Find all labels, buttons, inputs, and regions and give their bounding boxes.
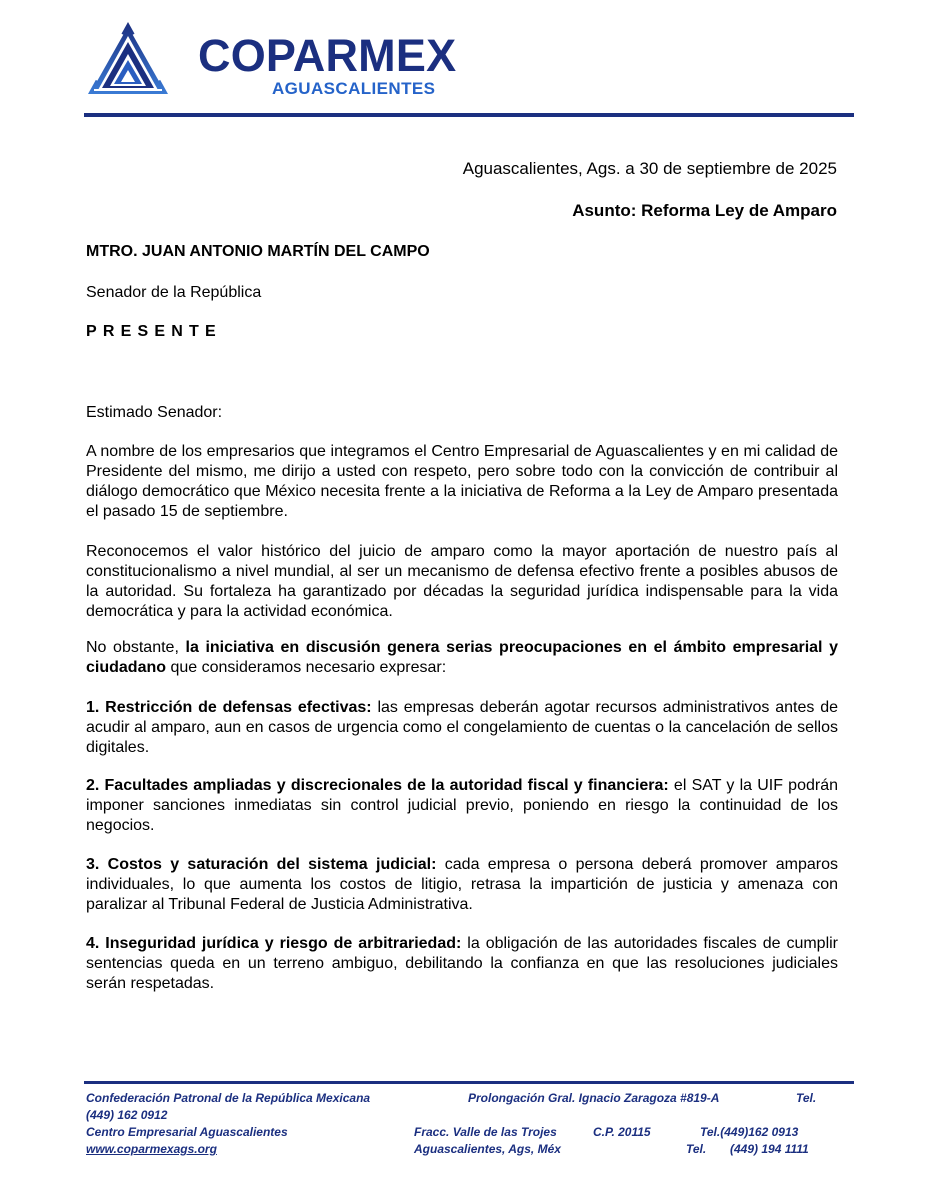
- coparmex-triangle-logo: [86, 20, 170, 96]
- paragraph-3-tail: que consideramos necesario expresar:: [166, 659, 447, 676]
- footer-tel-label: Tel.: [796, 1091, 817, 1105]
- letter-subject: Asunto: Reforma Ley de Amparo: [572, 201, 837, 220]
- concern-item-3: [86, 855, 838, 915]
- footer-phone-1: (449) 162 0912: [86, 1108, 168, 1122]
- concern-text: las empresas deberán agotar recursos administrativos antes de acudir al amparo, aun en casos de urgencia como el congelamiento de cuentas o la cancelación de sellos digitales.: [86, 699, 839, 756]
- concern-title: 4. Inseguridad jurídica y riesgo de arbitrariedad:: [86, 935, 462, 952]
- footer-tel-2: Tel.(449)162 0913: [700, 1125, 799, 1139]
- addressee-role: Senador de la República: [86, 284, 262, 301]
- letter-date: Aguascalientes, Ags. a 30 de septiembre de 2025: [462, 159, 837, 178]
- letter-paragraph-3: [86, 638, 838, 678]
- brand-name: COPARMEX: [198, 30, 457, 81]
- concern-title: 3. Costos y saturación del sistema judicial:: [86, 856, 437, 873]
- concern-text: la obligación de las autoridades fiscales de cumplir sentencias queda en un terreno ambiguo, debilitando la confianza en que las resoluciones judiciales serán respetadas.: [86, 935, 839, 992]
- paragraph-3-emphasis: la iniciativa en discusión genera serias preocupaciones en el ámbito empresarial y ciudadano: [86, 639, 839, 676]
- concern-title: 1. Restricción de defensas efectivas:: [86, 699, 372, 716]
- concern-item-2: [86, 776, 838, 836]
- footer-city: Aguascalientes, Ags, Méx: [414, 1142, 561, 1156]
- paragraph-3-lead: No obstante,: [86, 639, 186, 656]
- concern-text: cada empresa o persona deberá promover amparos individuales, lo que aumenta los costos de litigio, retrasa la impartición de justicia y amenaza con paralizar al Tribunal Federal de Justicia Administrativa.: [86, 856, 839, 913]
- footer-tel-3: (449) 194 1111: [730, 1142, 809, 1156]
- footer-org-full: Confederación Patronal de la República Mexicana: [86, 1091, 371, 1105]
- letter-paragraph-2: Reconocemos el valor histórico del juicio de amparo como la mayor aportación de nuestro país al constitucionalismo a nivel mundial, al ser un mecanismo de defensa efectivo frente a posibles abusos de la autoridad. Su fortaleza ha garantizado por décadas la seguridad jurídica indispensable para la vida democrática y para la actividad económica.: [86, 543, 838, 620]
- footer-divider: [84, 1081, 854, 1084]
- concern-text: el SAT y la UIF podrán imponer sanciones inmediatas sin control judicial previo, poniendo en riesgo la continuidad de los negocios.: [86, 777, 839, 834]
- presente-heading: PRESENTE: [86, 323, 222, 340]
- letter-paragraph-1: A nombre de los empresarios que integramos el Centro Empresarial de Aguascalientes y en mi calidad de Presidente del mismo, me dirijo a usted con respeto, pero sobre todo con la convicción de contribuir al diálogo democrático que México necesita frente a la iniciativa de Reforma a la Ley de Amparo presentada el pasado 15 de septiembre.: [86, 443, 838, 520]
- footer-address-1: Prolongación Gral. Ignacio Zaragoza #819-A: [468, 1091, 720, 1105]
- concern-title: 2. Facultades ampliadas y discrecionales de la autoridad fiscal y financiera:: [86, 777, 669, 794]
- footer-tel-3-label: Tel.: [686, 1142, 707, 1156]
- letter-greeting: Estimado Senador:: [86, 404, 223, 421]
- concern-item-1: [86, 698, 838, 758]
- footer-website-link[interactable]: www.coparmexags.org: [86, 1142, 217, 1156]
- footer-org-local: Centro Empresarial Aguascalientes: [86, 1125, 288, 1139]
- footer-postal-code: C.P. 20115: [593, 1125, 651, 1139]
- brand-subtitle: AGUASCALIENTES: [272, 79, 436, 98]
- concern-item-4: [86, 934, 838, 994]
- footer-address-2: Fracc. Valle de las Trojes: [414, 1125, 557, 1139]
- addressee-name: MTRO. JUAN ANTONIO MARTÍN DEL CAMPO: [86, 243, 430, 260]
- header-divider: [84, 113, 854, 117]
